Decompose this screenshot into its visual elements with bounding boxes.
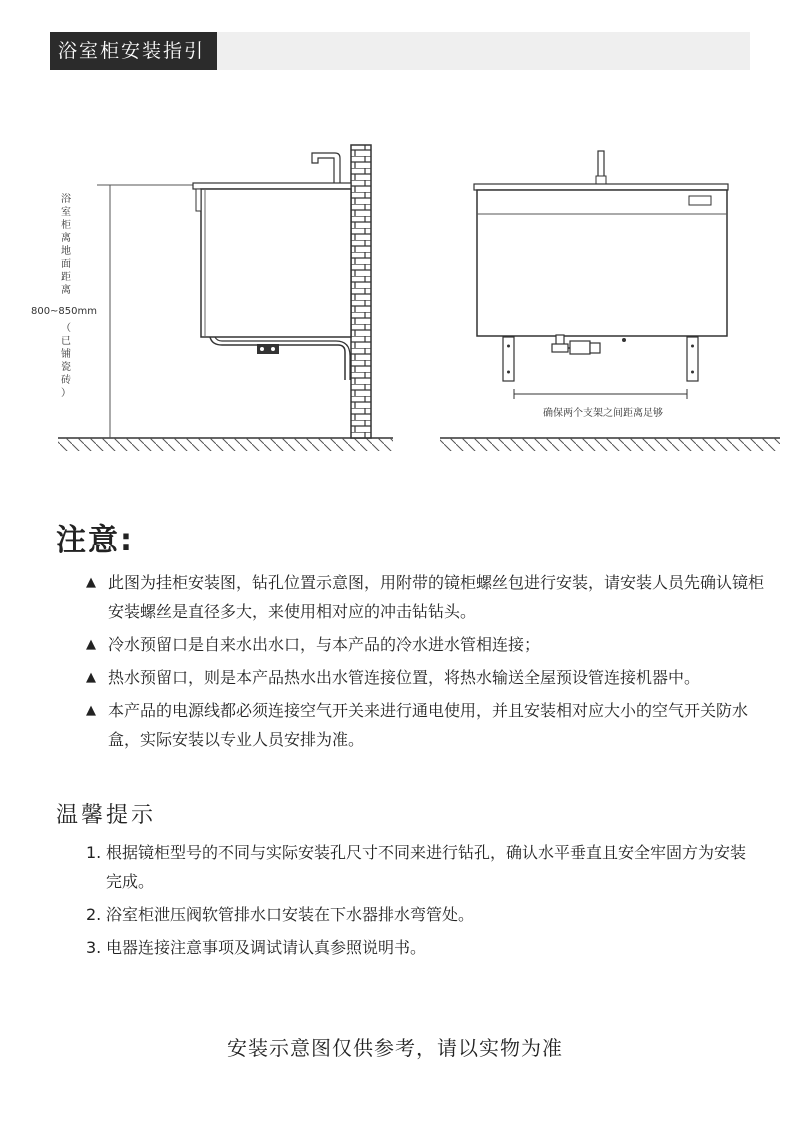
notice-list <box>86 568 766 758</box>
height-label-char: 浴 <box>61 194 71 205</box>
page-title: 浴室柜安装指引 <box>50 32 217 70</box>
tip-item <box>86 900 746 929</box>
height-label-char: 离 <box>61 285 71 296</box>
side-view <box>58 145 393 451</box>
height-label-char: 室 <box>61 207 71 218</box>
height-note-char: （ <box>61 323 71 334</box>
notice-text: 冷水预留口是自来水出水口，与本产品的冷水进水管相连接； <box>108 635 541 654</box>
installation-diagram <box>0 130 790 460</box>
height-note-char: ） <box>61 388 71 399</box>
cabinet-side <box>201 189 351 337</box>
display-panel <box>689 196 711 205</box>
tips-list <box>86 838 746 966</box>
height-note-char: 已 <box>61 336 71 347</box>
notice-item <box>86 630 766 659</box>
tip-item <box>86 838 746 896</box>
front-view <box>440 151 780 451</box>
notice-item <box>86 696 766 754</box>
tip-number: 3. <box>86 938 102 957</box>
triangle-bullet-icon: ▲ <box>86 575 96 590</box>
notice-text: 本产品的电源线都必须连接空气开关来进行通电使用，并且安装相对应大小的空气开关防水盒，实际安装以专业人员安排为准。 <box>108 701 749 749</box>
tip-item <box>86 933 746 962</box>
footer-note: 安装示意图仅供参考，请以实物为准 <box>227 1036 563 1060</box>
tip-text: 根据镜柜型号的不同与实际安装孔尺寸不同来进行钻孔，确认水平垂直且安全牢固方为安装完成。 <box>106 843 747 891</box>
height-label-char: 柜 <box>61 220 71 231</box>
notice-text: 热水预留口，则是本产品热水出水管连接位置，将热水输送全屋预设管连接机器中。 <box>108 668 701 687</box>
brick-wall <box>351 145 371 438</box>
notice-item <box>86 663 766 692</box>
cabinet-front <box>477 190 727 336</box>
triangle-bullet-icon: ▲ <box>86 637 96 652</box>
pipe-fitting-icon <box>570 341 590 354</box>
tip-text: 浴室柜泄压阀软管排水口安装在下水器排水弯管处。 <box>106 905 475 924</box>
height-note-char: 铺 <box>61 349 71 360</box>
tips-title: 温馨提示 <box>56 803 157 828</box>
faucet-icon <box>312 153 340 185</box>
bracket-left <box>503 337 514 381</box>
notice-item <box>86 568 766 626</box>
bracket-right <box>687 337 698 381</box>
bracket-distance-note: 确保两个支架之间距离足够 <box>543 408 663 419</box>
notice-title: 注意: <box>56 523 134 558</box>
tip-number: 1. <box>86 843 102 862</box>
triangle-bullet-icon: ▲ <box>86 703 96 718</box>
height-label-char: 面 <box>61 259 71 270</box>
tip-number: 2. <box>86 905 102 924</box>
height-label-char: 地 <box>61 246 71 257</box>
height-note-char: 瓷 <box>61 362 71 373</box>
height-label-char: 离 <box>61 233 71 244</box>
height-note-char: 砖 <box>61 375 71 386</box>
height-value: 800~850mm <box>30 306 98 317</box>
triangle-bullet-icon: ▲ <box>86 670 96 685</box>
height-label-char: 距 <box>61 272 71 283</box>
notice-text: 此图为挂柜安装图，钻孔位置示意图，用附带的镜柜螺丝包进行安装，请安装人员先确认镜柜安装螺丝是直径多大，来使用相对应的冲击钻钻头。 <box>108 573 765 621</box>
height-label <box>31 193 97 399</box>
tip-text: 电器连接注意事项及调试请认真参照说明书。 <box>106 938 427 957</box>
